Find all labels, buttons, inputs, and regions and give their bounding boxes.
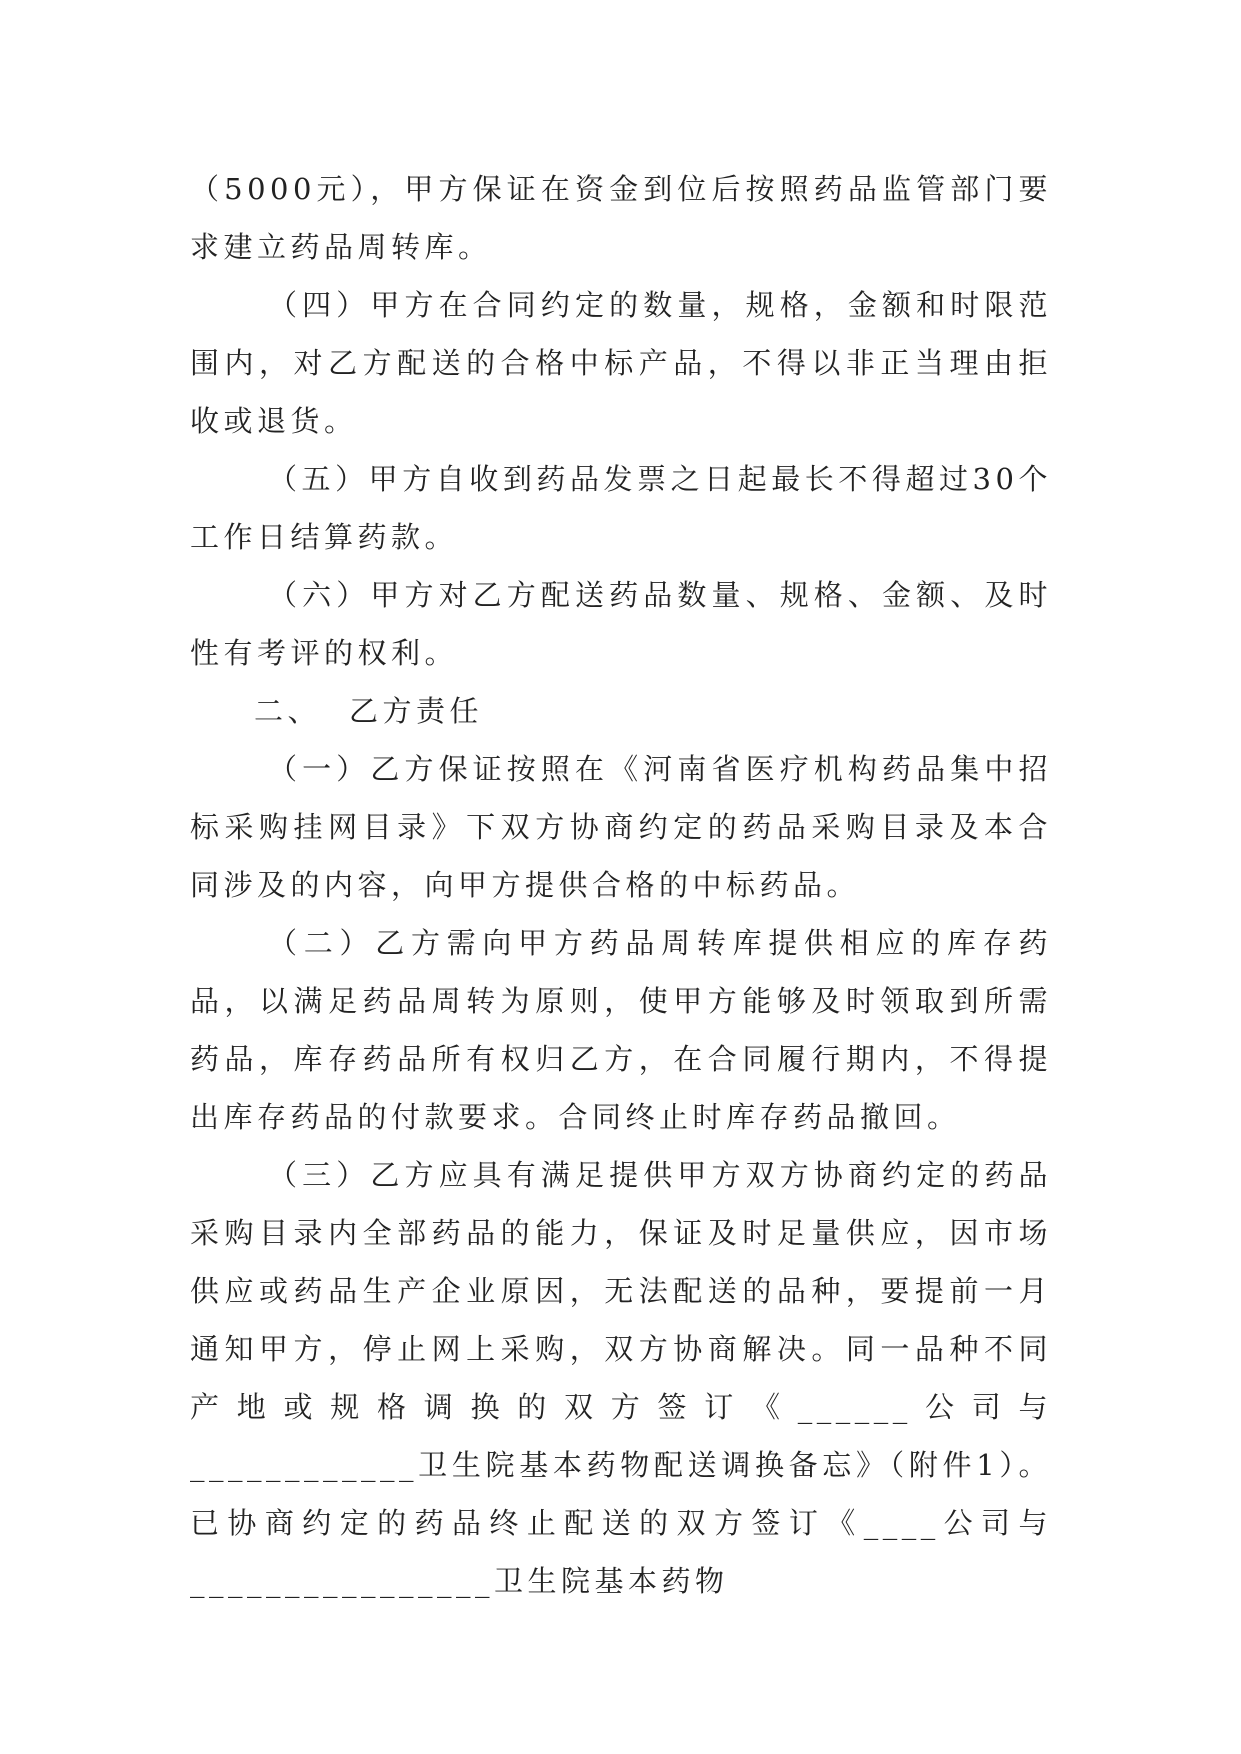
section-heading-number: 二、 — [254, 694, 322, 728]
paragraph-b-clause-2: （二）乙方需向甲方药品周转库提供相应的库存药品，以满足药品周转为原则，使甲方能够及时领取到所需药品，库存药品所有权归乙方，在合同履行期内，不得提出库存药品的付款要求。合同终止时库存药品撤回。 — [190, 926, 1052, 1134]
paragraph-clause-5: （五）甲方自收到药品发票之日起最长不得超过30个工作日结算药款。 — [190, 462, 1052, 554]
paragraph-clause-6: （六）甲方对乙方配送药品数量、规格、金额、及时性有考评的权利。 — [190, 578, 1052, 670]
paragraph-b-clause-1: （一）乙方保证按照在《河南省医疗机构药品集中招标采购挂网目录》下双方协商约定的药品采购目录及本合同涉及的内容，向甲方提供合格的中标药品。 — [190, 752, 1052, 902]
document-body — [190, 160, 1052, 1610]
section-heading-party-b — [190, 682, 1052, 740]
section-heading-title: 乙方责任 — [349, 694, 484, 728]
paragraph-continuation: （5000元），甲方保证在资金到位后按照药品监管部门要求建立药品周转库。 — [190, 172, 1052, 264]
paragraph-b-clause-3: （三）乙方应具有满足提供甲方双方协商约定的药品采购目录内全部药品的能力，保证及时足量供应，因市场供应或药品生产企业原因，无法配送的品种，要提前一月通知甲方，停止网上采购，双方协商解决。同一品种不同产地或规格调换的双方签订《______公司与____________卫生院基本药物配送调换备忘》（附件1）。已协商约定的药品终止配送的双方签订《____公司与________________卫生院基本药物 — [190, 1158, 1052, 1598]
paragraph-clause-4: （四）甲方在合同约定的数量，规格，金额和时限范围内，对乙方配送的合格中标产品，不得以非正当理由拒收或退货。 — [190, 288, 1052, 438]
